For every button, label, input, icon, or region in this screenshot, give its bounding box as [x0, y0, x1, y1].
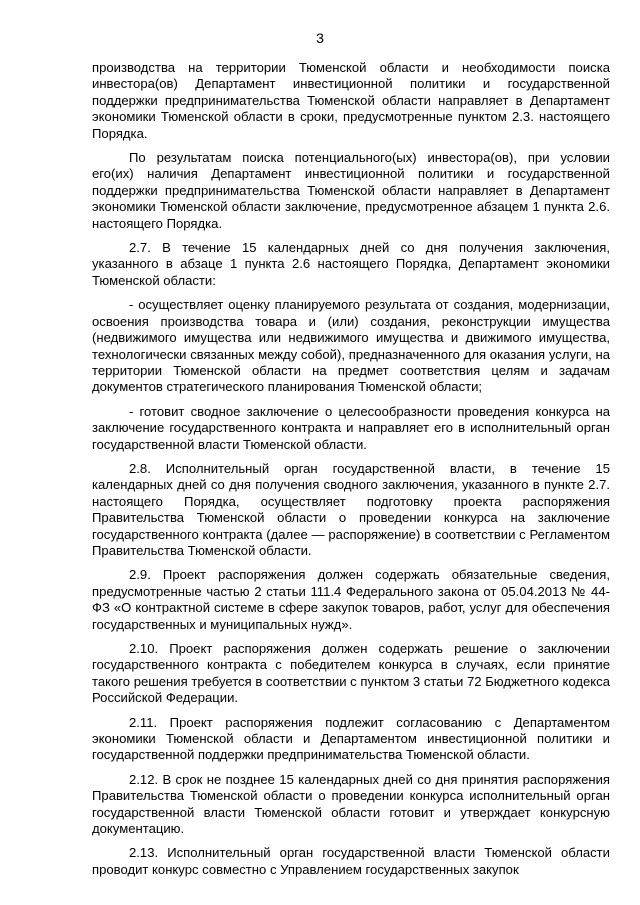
paragraph-clause-2-7: 2.7. В течение 15 календарных дней со дня получения заключения, указанного в абзаце 1 пункта 2.6 настоящего Порядка, Департамент экономики Тюменской области: — [92, 240, 610, 288]
paragraph-continuation: производства на территории Тюменской области и необходимости поиска инвестора(ов) Департамент инвестиционной политики и государственной поддержки предпринимательства Тюменской области направляет в Департамент экономики Тюменской области в сроки, предусмотренные пунктом 2.3. настоящего Порядка. — [92, 60, 610, 141]
paragraph-clause-2-7-item-1: - осуществляет оценку планируемого результата от создания, модернизации, освоения производства товара и (или) создания, реконструкции имущества (недвижимого имущества или недвижимого имущества и движимого имущества, технологически связанных между собой), предназначенного для оказания услуги, на территории Тюменской области на предмет соответствия целям и задачам документов стратегического планирования Тюменской области; — [92, 297, 610, 395]
paragraph-clause-2-10: 2.10. Проект распоряжения должен содержать решение о заключении государственного контракта с победителем конкурса в случаях, если принятие такого решения требуется в соответствии с пунктом 3 статьи 72 Бюджетного кодекса Российской Федерации. — [92, 641, 610, 706]
paragraph-clause-2-12: 2.12. В срок не позднее 15 календарных дней со дня принятия распоряжения Правительства Тюменской области о проведении конкурса исполнительный орган государственной власти Тюменской области готовит и утверждает конкурсную документацию. — [92, 771, 610, 837]
paragraph-clause-2-11: 2.11. Проект распоряжения подлежит согласованию с Департаментом экономики Тюменской области и Департаментом инвестиционной политики и государственной поддержки предпринимательства Тюменской области. — [92, 714, 610, 763]
paragraph-clause-2-7-item-2: - готовит сводное заключение о целесообразности проведения конкурса на заключение государственного контракта и направляет его в исполнительный орган государственной власти Тюменской области. — [92, 403, 610, 452]
page-number: 3 — [316, 30, 324, 46]
paragraph-clause-2-13: 2.13. Исполнительный орган государственной власти Тюменской области проводит конкурс совместно с Управлением государственных закупок — [92, 845, 610, 877]
document-body — [92, 60, 610, 886]
paragraph-search-results: По результатам поиска потенциального(ых) инвестора(ов), при условии его(их) наличия Департамент инвестиционной политики и государственной поддержки предпринимательства Тюменской области направляет в Департамент экономики Тюменской области заключение, предусмотренное абзацем 1 пункта 2.6. настоящего Порядка. — [92, 150, 610, 231]
paragraph-clause-2-8: 2.8. Исполнительный орган государственной власти, в течение 15 календарных дней со дня получения сводного заключения, указанного в пункте 2.7. настоящего Порядка, осуществляет подготовку проекта распоряжения Правительства Тюменской области о проведении конкурса на заключение государственного контракта (далее — распоряжение) в соответствии с Регламентом Правительства Тюменской области. — [92, 460, 610, 558]
paragraph-clause-2-9: 2.9. Проект распоряжения должен содержать обязательные сведения, предусмотренные частью 2 статьи 111.4 Федерального закона от 05.04.2013 № 44-ФЗ «О контрактной системе в сфере закупок товаров, работ, услуг для обеспечения государственных и муниципальных нужд». — [92, 567, 610, 632]
